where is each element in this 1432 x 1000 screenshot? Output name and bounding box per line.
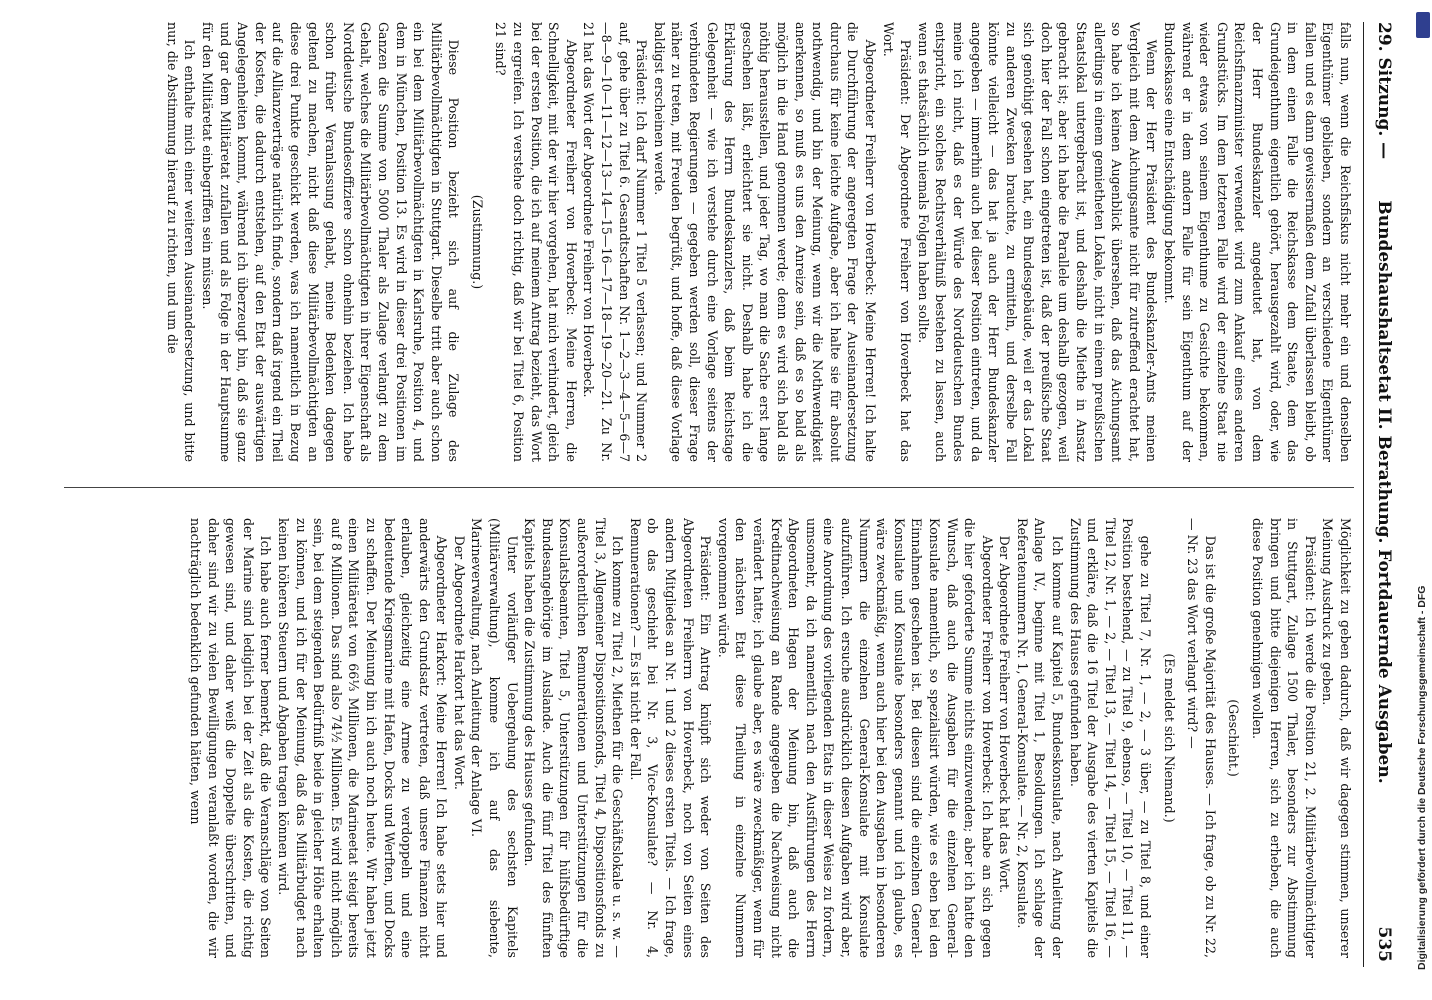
paragraph: Diese Position bezieht sich auf die Zulage des Militärbevollmächtigten in Stuttgart. Dieselbe tritt aber auch schon ein bei dem Militärbevollmächtigten in Karlsruhe, Position 4, und dem in München, Position 13. Es wird in dieser drei Positionen im Ganzen die Summe von 5000 Thaler als Zulage verlangt zu dem Gehalt, welches die Militärbevollmächtigten in ihrer Eigenschaft als Norddeutsche Bundesoffiziere schon ohnehin beziehen. Ich habe schon früher Veranlassung gehabt, meine Bedenken dagegen geltend zu machen, nicht daß diese Militärbevollmächtigten an diese drei Punkte geschickt werden, was ich namentlich in Bezug auf die Allianzverträge natürlich finde, sondern daß irgend ein Theil der Kosten, die dadurch entstehen, auf den Etat der auswärtigen Angelegenheiten kommt, während ich überzeugt bin, daß sie ganz und gar dem Militäretat zufallen und als Folge in der Hauptsumme für den Militäretat einbegriffen sein müssen.: [200, 22, 462, 462]
paragraph: Präsident: Der Abgeordnete Freiherr von Hoverbeck hat das Wort.: [880, 22, 914, 462]
paragraph: Das ist die große Majorität des Hauses. — Ich frage, ob zu Nr. 22, — Nr. 23 das Wort verlangt wird? —: [1185, 518, 1218, 958]
stage-direction: (Geschieht.): [1226, 699, 1242, 777]
paragraph: Unter vorläufiger Uebergehung des sechsten Kapitels (Militärverwaltung), komme ich auf das siebente, Marineverwaltung, nach Anleitung der Anlage VI.: [469, 518, 520, 958]
paragraph: Präsident: Ich werde die Position 21, 2. Militärbevollmächtigter in Stuttgart, Zulage 1500 Thaler, besonders zur Abstimmung bringen und bitte diejenigen Herren, sich zu erheben, die auch diese Position genehmigen wollen.: [1250, 518, 1318, 958]
page-number: 535: [1374, 926, 1394, 962]
stage-direction: (Zustimmung.): [469, 194, 485, 290]
paragraph: Abgeordneter Harkort: Meine Herren! Ich habe stets hier und anderwärts den Grundsatz vertreten, daß unsere Finanzen nicht erlauben, gleichzeitig eine Armee zu verdoppeln und eine bedeutende Kriegsmarine mit Hafen, Docks und Werften, und Docks zu schaffen. Der Meinung bin ich auch noch heute. Wir haben jetzt einen Militäretat von 66⅓ Millionen, die Marineetat steigt bereits auf 8 Millionen. Das sind also 74½ Millionen. Es wird nicht möglich sein, bei dem steigenden Bedürfniß beide in gleicher Höhe erhalten zu können, und ich für der Meinung, daß das Militärbudget nach keinen höheren Steuern und Abgaben tragen können wird.: [275, 518, 450, 958]
paragraph: Ich komme auf Kapitel 5, Bundeskonsulate, nach Anleitung der Anlage IV., beginne mit Titel 1, Besoldungen. Ich schlage der Referatenummern Nr. 1, General-Konsulate. — Nr. 2, Konsulate.: [1014, 518, 1066, 958]
paragraph: Ich habe auch ferner bemerkt, daß die Veranschläge von Seiten der Marine sind lediglich bei der Zeit als die Kosten, die richtig gewesen sind, und daher weiß die Doppelte überschritten, und daher sind wir zu vielen Bewilligungen veranlaßt worden, die wir nachträglich bedenklich gefunden hätten, wenn: [188, 518, 274, 958]
dfg-logo-icon: [1416, 12, 1430, 38]
right-column: [34, 518, 1354, 958]
paragraph: falls nun, wenn die Reichsfiskus nicht mehr ein und denselben Eigenthümer geblieben, sondern an verschiedene Eigenthümer fallen und es dann gewissermaßen dem Zufall überlassen bleibt, ob in dem einen Falle die Reichskasse dem Staate, dem das Grundeigenthum eigentlich gehört, herausgezahlt wird, oder, wie der Herr Bundeskanzler angedeutet hat, von dem Reichsfinanzminister verwendet wird zum Ankauf eines anderen Grundstücks. Im dem letzteren Falle wird der einzelne Staat nie wieder etwas von seinem Eigenthume zu Gesichte bekommen, während er in dem andern Falle für sein Eigenthum auf der Bundeskasse eine Entschädigung bekommt.: [1162, 22, 1353, 462]
header-rule: [1363, 22, 1364, 967]
column-divider: [64, 487, 1354, 488]
stage-direction: (Es meldet sich Niemand.): [1161, 653, 1177, 823]
paragraph: Ich komme zu Titel 2, Miethen für die Geschäftslokale u. s. w. — Titel 3, Allgemeiner Dispositionsfonds, Titel 4, Dispositionsfonds zu außerordentlichen Remunerationen und Unterstützungen für die Konsulatsbeamten, Titel 5, Unterstützungen für hülfsbedürftige Bundesangehörige im Auslande. Auch die fünf Titel des fünften Kapitels haben die Zustimmung des Hauses gefunden.: [522, 518, 626, 958]
paragraph: Wenn der Herr Präsident des Bundeskanzler-Amts meinen Vergleich mit dem Aichungsamte nicht für zutreffend erachtet hat, so habe ich keinen Augenblick übersehen, daß das Aichungsamt allerdings in einem gemietheten Lokale, nicht in einem preußischen Staatslokal untergebracht ist, und deshalb die Miethe in Ansatz gebracht ist; aber ich habe die Parallele um deshalb gezogen, weil doch hier der Fall schon eingetreten ist, daß der preußische Staat sich genöthigt gesehen hat, ein Bundesgebäude, weil er das Lokal zu anderen Zwecken brauchte, zu ermitteln, und derselbe Fall könnte vielleicht — das hat ja auch der Herr Bundeskanzler angegeben — immerhin auch bei dieser Position eintreten, und da meine ich nicht, daß es der Würde des Norddeutschen Bundes entspricht, ein solches Rechtsverhältniß bestehen zu lassen, auch wenn es thatsächlich niemals Folgen haben sollte.: [915, 22, 1160, 462]
paragraph: Möglichkeit zu geben dadurch, daß wir dagegen stimmen, unserer Meinung Ausdruck zu geben.: [1320, 518, 1353, 958]
paragraph: gehe zu Titel 7, Nr. 1, — 2, — 3 über, — zu Titel 8, und einer Position bestehend, — zu Titel 9, ebenso, — Titel 10, — Titel 11, — Titel 12, Nr. 1, — 2, — Titel 13, — Titel 14, — Titel 15, — Titel 16, — und erkläre, daß die 16 Titel der Ausgabe des vierten Kapitels die Zustimmung des Hauses gefunden haben.: [1067, 518, 1154, 958]
session-label: 29. Sitzung. —: [1374, 22, 1394, 160]
paragraph: Abgeordneter Freiherr von Hoverbeck: Meine Herren! Ich halte die Durchführung der angeregten Frage der Auseinandersetzung durchaus für keine leichte Aufgabe, aber ich halte sie für absolut nothwendig, und bin der Meinung, wenn wir die Nothwendigkeit anerkennen, so muß es uns den Anreize sein, daß es so bald als möglich in die Hand genommen werde; denn es wird sich bald als nöthig herausstellen, und jeder Tag, wo man die Sache erst lange geschehen läßt, erleichtert sie nicht. Deshalb habe ich die Erklärung des Herrn Bundeskanzlers, daß beim Reichstage Gelegenheit — wie ich verstehe durch eine Vorlage seitens der verbündeten Regierungen — gegeben werden soll, dieser Frage näher zu treten, mit Freuden begrüßt, und hoffe, daß diese Vorlage baldigst erscheinen werde.: [651, 22, 878, 462]
paragraph: Präsident: Ein Antrag knüpft sich weder von Seiten des Abgeordneten Freiherrn von Hoverbeck, noch von Seiten eines andern Mitgliedes an Nr. 1 und 2 dieses ersten Titels. — Ich frage, ob das geschieht bei Nr. 3, Vice-Konsulate? — Nr. 4, Remunerationen? — Es ist nicht der Fall.: [627, 518, 714, 958]
paragraph: Der Abgeordnete Harkort hat das Wort.: [451, 535, 467, 790]
running-head: [1364, 22, 1394, 962]
paragraph: Der Abgeordnete Freiherr von Hoverbeck hat das Wort.: [997, 535, 1013, 894]
paragraph: Ich enthalte mich einer weiteren Auseinandersetzung, und bitte nur, die Abstimmung hierauf zu richten, und um die: [164, 22, 198, 462]
paragraph: Präsident: Ich darf Nummer 1 Titel 5 verlassen; und Nummer 2 auf, gehe über zu Titel 6. Gesandtschaften Nr. 1—2—3—4—5—6—7—8—9—10—11—12—13—14—15—16—17—18—19—20—21. Zu Nr. 21 hat das Wort der Abgeordnete Freiherr von Hoverbeck.: [581, 22, 650, 462]
paragraph: Abgeordneter Freiherr von Hoverbeck: Meine Herren, die Schnelligkeit, mit der wir hier vorgehen, hat mich verhindert, gleich bei der ersten Position, die ich auf meinem Antrag bezieht, das Wort zu ergreifen. Ich verstehe doch richtig, daß wir bei Titel 6, Position 21 sind?: [493, 22, 579, 462]
running-title: Bundeshaushaltsetat II. Berathung. Fortdauernde Ausgaben.: [1374, 200, 1394, 784]
left-column: [34, 22, 1354, 462]
digitization-note: [1412, 40, 1432, 970]
digitization-note-text: Digitalisierung gefördert durch die Deutsche Forschungsgemeinschaft - DFG: [1416, 585, 1428, 970]
paragraph: Abgeordneter Freiherr von Hoverbeck: Ich habe an sich gegen die hier geforderte Summe nichts einzuwenden; aber ich hatte den Wunsch, daß auch die Ausgaben für die einzelnen General-Konsulate namentlich, so spezialisirt würden, wie es eben bei den Einnahmen geschehen ist. Bei diesen sind die einzelnen General-Konsulate und Konsulate besonders genannt und ich glaube, es wäre zweckmäßig, wenn auch hier bei den Ausgaben in besonderen Nummern die einzelnen General-Konsulate mit Konsulate aufzuführen. Ich ersuche ausdrücklich diesen Aufgaben wird aber, eine Anordnung des vorliegenden Etats in dieser Weise zu fordern, umsomehr, da ich namentlich nach den Ausführungen des Herrn Abgeordneten Hagen der Meinung bin, daß auch die Kreditnachweisung an Rande angegeben die Nachweisung nicht verändert hatte; ich glaube aber, es wäre zweckmäßiger, wenn für den nächsten Etat diese Theilung in einzelne Nummern vorgenommen würde.: [715, 518, 995, 958]
